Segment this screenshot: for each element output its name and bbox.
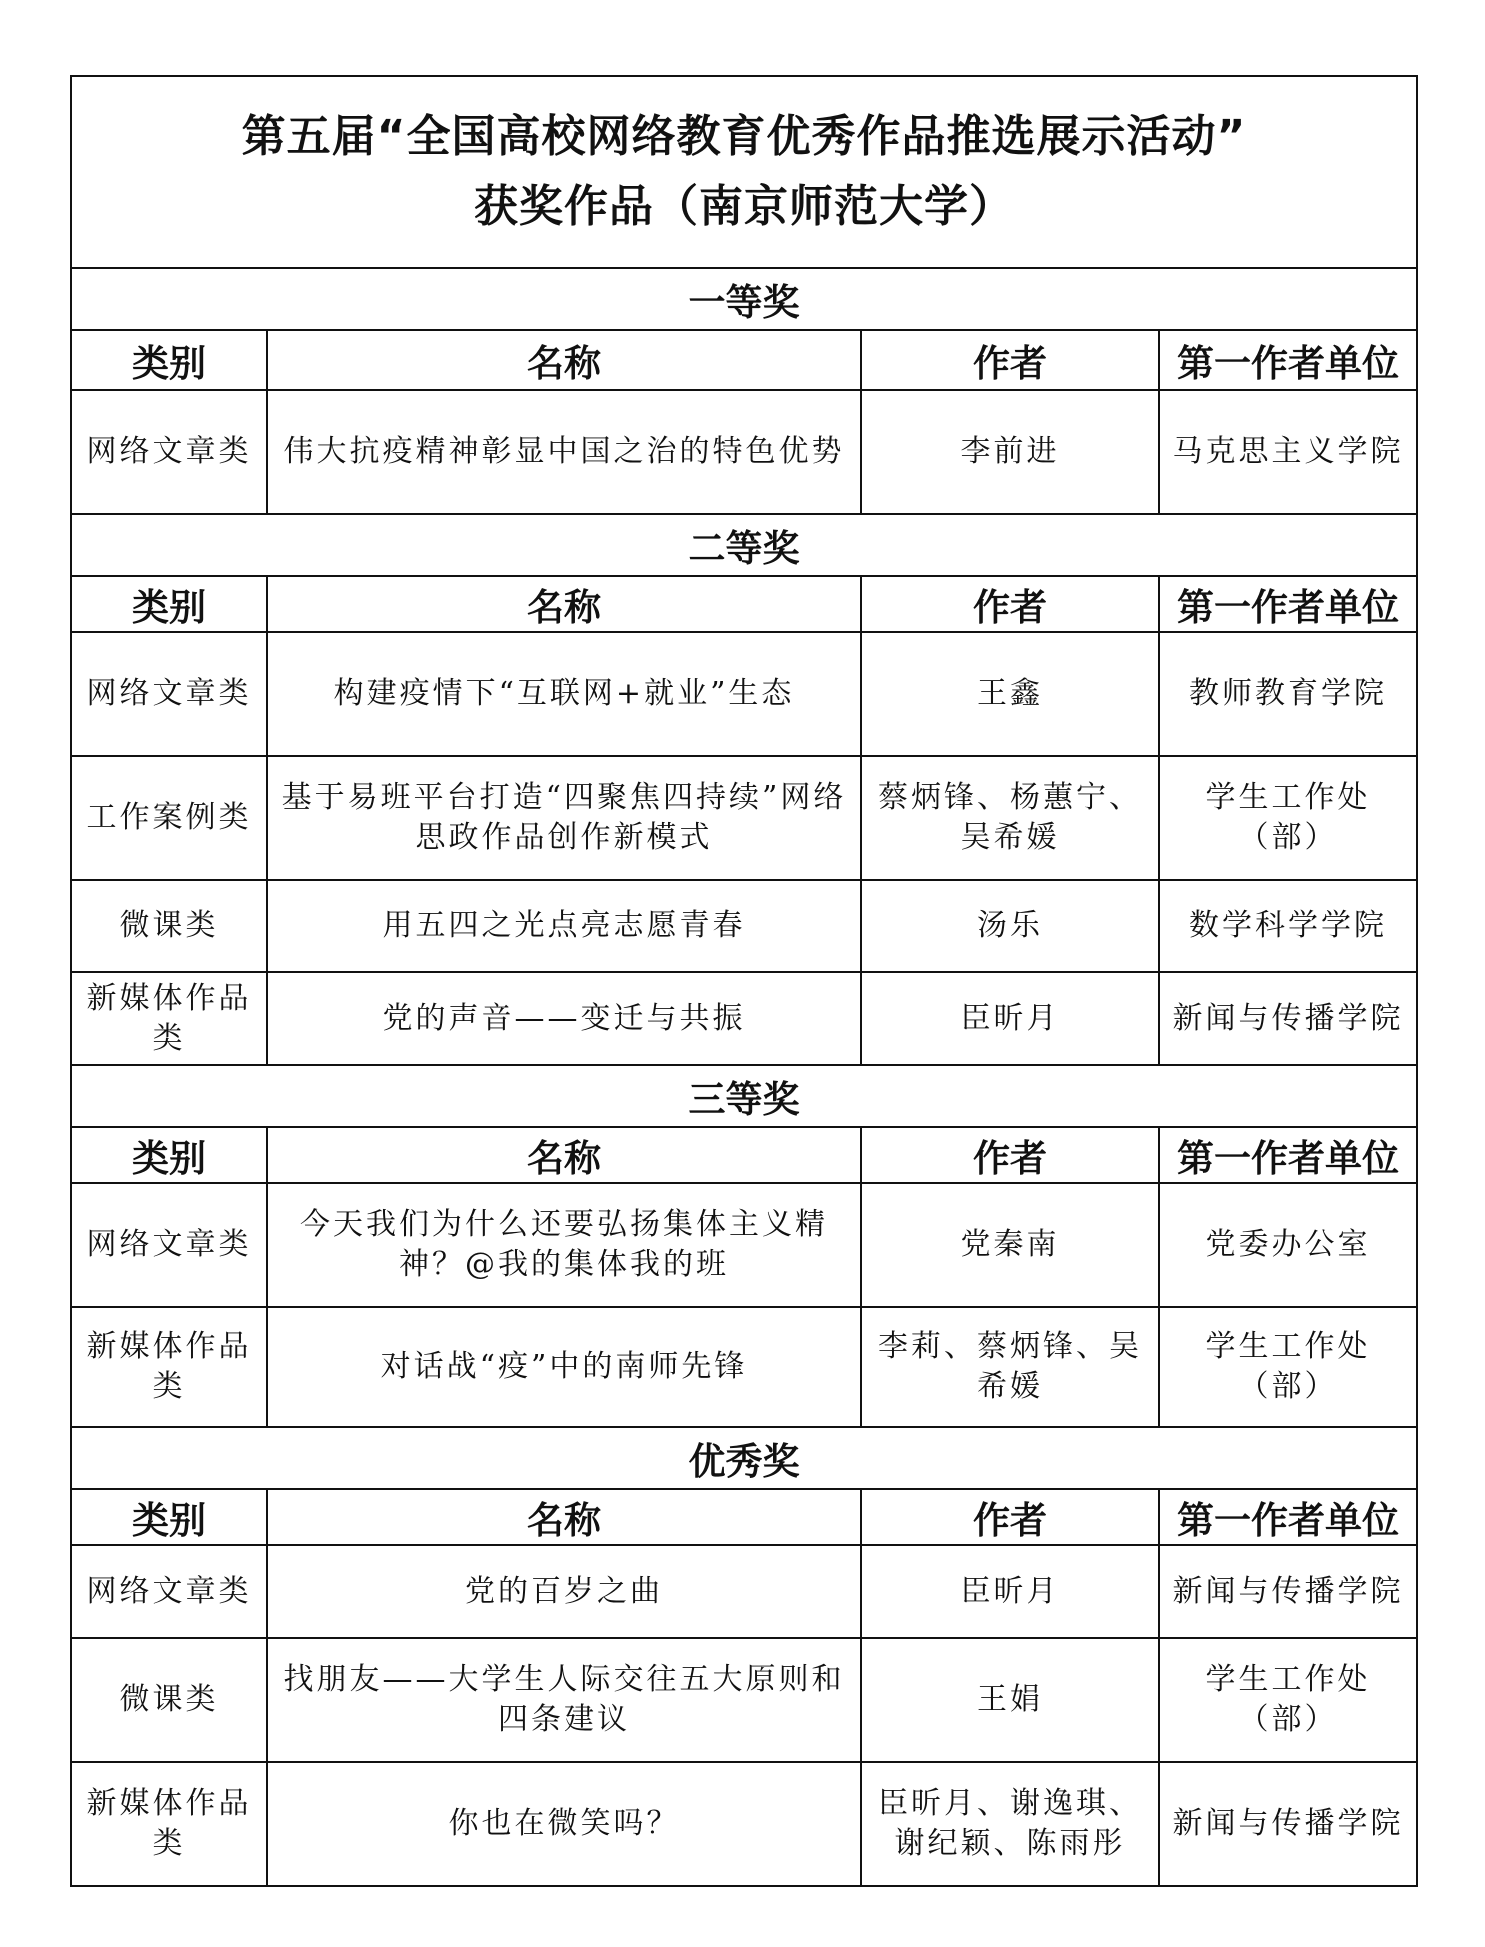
column-header-author: 作者 bbox=[861, 1489, 1159, 1545]
section-title: 二等奖 bbox=[71, 514, 1417, 576]
cell-unit: 数学科学学院 bbox=[1159, 880, 1417, 972]
cell-category: 新媒体作品类 bbox=[71, 1762, 267, 1886]
cell-author: 李前进 bbox=[861, 390, 1159, 514]
column-header-row bbox=[71, 330, 1417, 390]
cell-name: 构建疫情下“互联网+就业”生态 bbox=[267, 632, 861, 756]
cell-unit: 新闻与传播学院 bbox=[1159, 1762, 1417, 1886]
column-header-name: 名称 bbox=[267, 576, 861, 632]
section-header-excellence-prize bbox=[71, 1427, 1417, 1489]
cell-author: 臣昕月、谢逸琪、谢纪颖、陈雨彤 bbox=[861, 1762, 1159, 1886]
column-header-row bbox=[71, 576, 1417, 632]
column-header-category: 类别 bbox=[71, 576, 267, 632]
cell-author: 臣昕月 bbox=[861, 1545, 1159, 1638]
cell-unit: 马克思主义学院 bbox=[1159, 390, 1417, 514]
table-row bbox=[71, 632, 1417, 756]
cell-author: 王鑫 bbox=[861, 632, 1159, 756]
title-row bbox=[71, 76, 1417, 268]
cell-unit: 学生工作处（部） bbox=[1159, 1307, 1417, 1427]
column-header-author: 作者 bbox=[861, 576, 1159, 632]
column-header-row bbox=[71, 1489, 1417, 1545]
column-header-category: 类别 bbox=[71, 1489, 267, 1545]
table-row bbox=[71, 972, 1417, 1065]
column-header-author: 作者 bbox=[861, 330, 1159, 390]
cell-name: 用五四之光点亮志愿青春 bbox=[267, 880, 861, 972]
cell-author: 李莉、蔡炳锋、吴希媛 bbox=[861, 1307, 1159, 1427]
cell-category: 微课类 bbox=[71, 1638, 267, 1762]
cell-category: 微课类 bbox=[71, 880, 267, 972]
column-header-unit: 第一作者单位 bbox=[1159, 1127, 1417, 1183]
table-row bbox=[71, 1762, 1417, 1886]
document-title bbox=[71, 76, 1417, 268]
table-row bbox=[71, 390, 1417, 514]
cell-name: 伟大抗疫精神彰显中国之治的特色优势 bbox=[267, 390, 861, 514]
cell-unit: 学生工作处（部） bbox=[1159, 1638, 1417, 1762]
table-row bbox=[71, 1545, 1417, 1638]
table-row bbox=[71, 1307, 1417, 1427]
column-header-name: 名称 bbox=[267, 1127, 861, 1183]
cell-author: 党秦南 bbox=[861, 1183, 1159, 1307]
cell-author: 臣昕月 bbox=[861, 972, 1159, 1065]
title-line-1: 第五届“全国高校网络教育优秀作品推选展示活动” bbox=[241, 111, 1247, 162]
table-row bbox=[71, 756, 1417, 880]
column-header-row bbox=[71, 1127, 1417, 1183]
cell-name: 基于易班平台打造“四聚焦四持续”网络思政作品创作新模式 bbox=[267, 756, 861, 880]
table-row bbox=[71, 880, 1417, 972]
cell-unit: 教师教育学院 bbox=[1159, 632, 1417, 756]
section-header-second-prize bbox=[71, 514, 1417, 576]
cell-unit: 新闻与传播学院 bbox=[1159, 972, 1417, 1065]
cell-author: 汤乐 bbox=[861, 880, 1159, 972]
section-title: 三等奖 bbox=[71, 1065, 1417, 1127]
award-document bbox=[70, 75, 1416, 1887]
section-header-first-prize bbox=[71, 268, 1417, 330]
cell-category: 新媒体作品类 bbox=[71, 972, 267, 1065]
column-header-author: 作者 bbox=[861, 1127, 1159, 1183]
awards-table bbox=[70, 75, 1418, 1887]
section-title: 优秀奖 bbox=[71, 1427, 1417, 1489]
column-header-unit: 第一作者单位 bbox=[1159, 576, 1417, 632]
cell-category: 网络文章类 bbox=[71, 1183, 267, 1307]
column-header-name: 名称 bbox=[267, 1489, 861, 1545]
cell-author: 蔡炳锋、杨蕙宁、吴希媛 bbox=[861, 756, 1159, 880]
column-header-category: 类别 bbox=[71, 1127, 267, 1183]
column-header-category: 类别 bbox=[71, 330, 267, 390]
column-header-unit: 第一作者单位 bbox=[1159, 1489, 1417, 1545]
cell-category: 新媒体作品类 bbox=[71, 1307, 267, 1427]
cell-name: 党的百岁之曲 bbox=[267, 1545, 861, 1638]
cell-unit: 学生工作处（部） bbox=[1159, 756, 1417, 880]
section-title: 一等奖 bbox=[71, 268, 1417, 330]
cell-author: 王娟 bbox=[861, 1638, 1159, 1762]
cell-name: 找朋友——大学生人际交往五大原则和四条建议 bbox=[267, 1638, 861, 1762]
cell-category: 网络文章类 bbox=[71, 632, 267, 756]
column-header-unit: 第一作者单位 bbox=[1159, 330, 1417, 390]
title-line-2: 获奖作品（南京师范大学） bbox=[474, 181, 1015, 232]
cell-name: 你也在微笑吗？ bbox=[267, 1762, 861, 1886]
cell-category: 网络文章类 bbox=[71, 1545, 267, 1638]
cell-name: 对话战“疫”中的南师先锋 bbox=[267, 1307, 861, 1427]
section-header-third-prize bbox=[71, 1065, 1417, 1127]
cell-name: 今天我们为什么还要弘扬集体主义精神？@我的集体我的班 bbox=[267, 1183, 861, 1307]
cell-name: 党的声音——变迁与共振 bbox=[267, 972, 861, 1065]
table-row bbox=[71, 1638, 1417, 1762]
table-row bbox=[71, 1183, 1417, 1307]
cell-category: 工作案例类 bbox=[71, 756, 267, 880]
column-header-name: 名称 bbox=[267, 330, 861, 390]
cell-unit: 新闻与传播学院 bbox=[1159, 1545, 1417, 1638]
cell-category: 网络文章类 bbox=[71, 390, 267, 514]
cell-unit: 党委办公室 bbox=[1159, 1183, 1417, 1307]
